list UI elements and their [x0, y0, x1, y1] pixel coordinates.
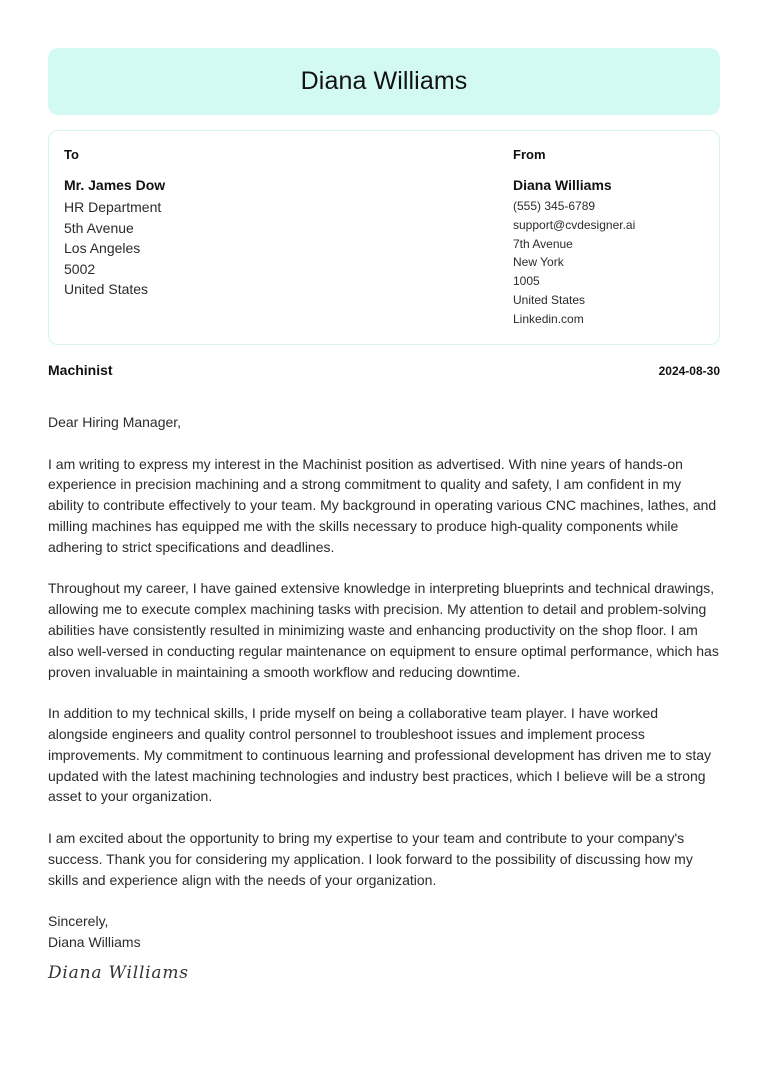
name-banner	[48, 48, 720, 115]
recipient-block	[64, 147, 165, 300]
recipient-heading: To	[64, 147, 79, 162]
closing-phrase: Sincerely,	[48, 913, 109, 930]
closing-block	[48, 911, 720, 953]
body-paragraph-1: I am writing to express my interest in the Machinist position as advertised. With nine years of hands-on experience in precision machining and a strong commitment to quality and safety, I am confident in my ability to contribute effectively to your team. My background in operating various CNC machines, lathes, and milling machines has equipped me with the skills necessary to produce high-quality components while adhering to strict specifications and deadlines.	[48, 455, 717, 555]
recipient-country: United States	[64, 281, 149, 298]
letter-body	[48, 412, 720, 890]
recipient-street: 5th Avenue	[64, 219, 134, 236]
recipient-name: Mr. James Dow	[64, 177, 166, 193]
sender-postal-code: 1005	[513, 274, 540, 289]
sender-country: United States	[513, 292, 586, 307]
cover-letter-page	[48, 48, 720, 983]
applicant-name: Diana Williams	[300, 67, 468, 95]
body-paragraph-4: I am excited about the opportunity to bring my expertise to your team and contribute to your company's success. Thank you for considering my application. I look forward to the possibility of discussing how my skills and experience align with the needs of your organization.	[48, 829, 693, 888]
body-paragraph-2: Throughout my career, I have gained extensive knowledge in interpreting blueprints and technical drawings, allowing me to execute complex machining tasks with precision. My attention to detail and problem-solving abilities have consistently resulted in minimizing waste and enhancing productivity on the shop floor. I am also well-versed in conducting regular maintenance on equipment to ensure optimal performance, which has proven invaluable in maintaining a smooth workflow and reducing downtime.	[48, 580, 719, 680]
recipient-department: HR Department	[64, 199, 162, 215]
body-paragraph-3: In addition to my technical skills, I pride myself on being a collaborative team player. I have worked alongside engineers and quality control personnel to troubleshoot issues and implement process improvements. My commitment to continuous learning and professional development has driven me to stay updated with the latest machining technologies and industry best practices, which I believe will be a strong asset to your organization.	[48, 705, 711, 805]
recipient-city: Los Angeles	[64, 240, 141, 257]
letter-meta	[48, 362, 720, 378]
sender-name: Diana Williams	[513, 177, 612, 193]
sender-city: New York	[513, 255, 564, 270]
sender-website: Linkedin.com	[513, 311, 584, 326]
address-block	[48, 130, 720, 345]
job-title: Machinist	[48, 362, 113, 378]
sender-block	[513, 147, 635, 329]
closing-name: Diana Williams	[48, 933, 141, 950]
sender-heading: From	[513, 147, 546, 162]
sender-email: support@cvdesigner.ai	[513, 217, 636, 232]
handwritten-signature: Diana Williams	[48, 962, 189, 983]
sender-street: 7th Avenue	[513, 236, 573, 251]
recipient-postal-code: 5002	[64, 260, 96, 277]
sender-phone: (555) 345-6789	[513, 199, 596, 213]
letter-date: 2024-08-30	[658, 364, 720, 378]
salutation: Dear Hiring Manager,	[48, 414, 182, 430]
